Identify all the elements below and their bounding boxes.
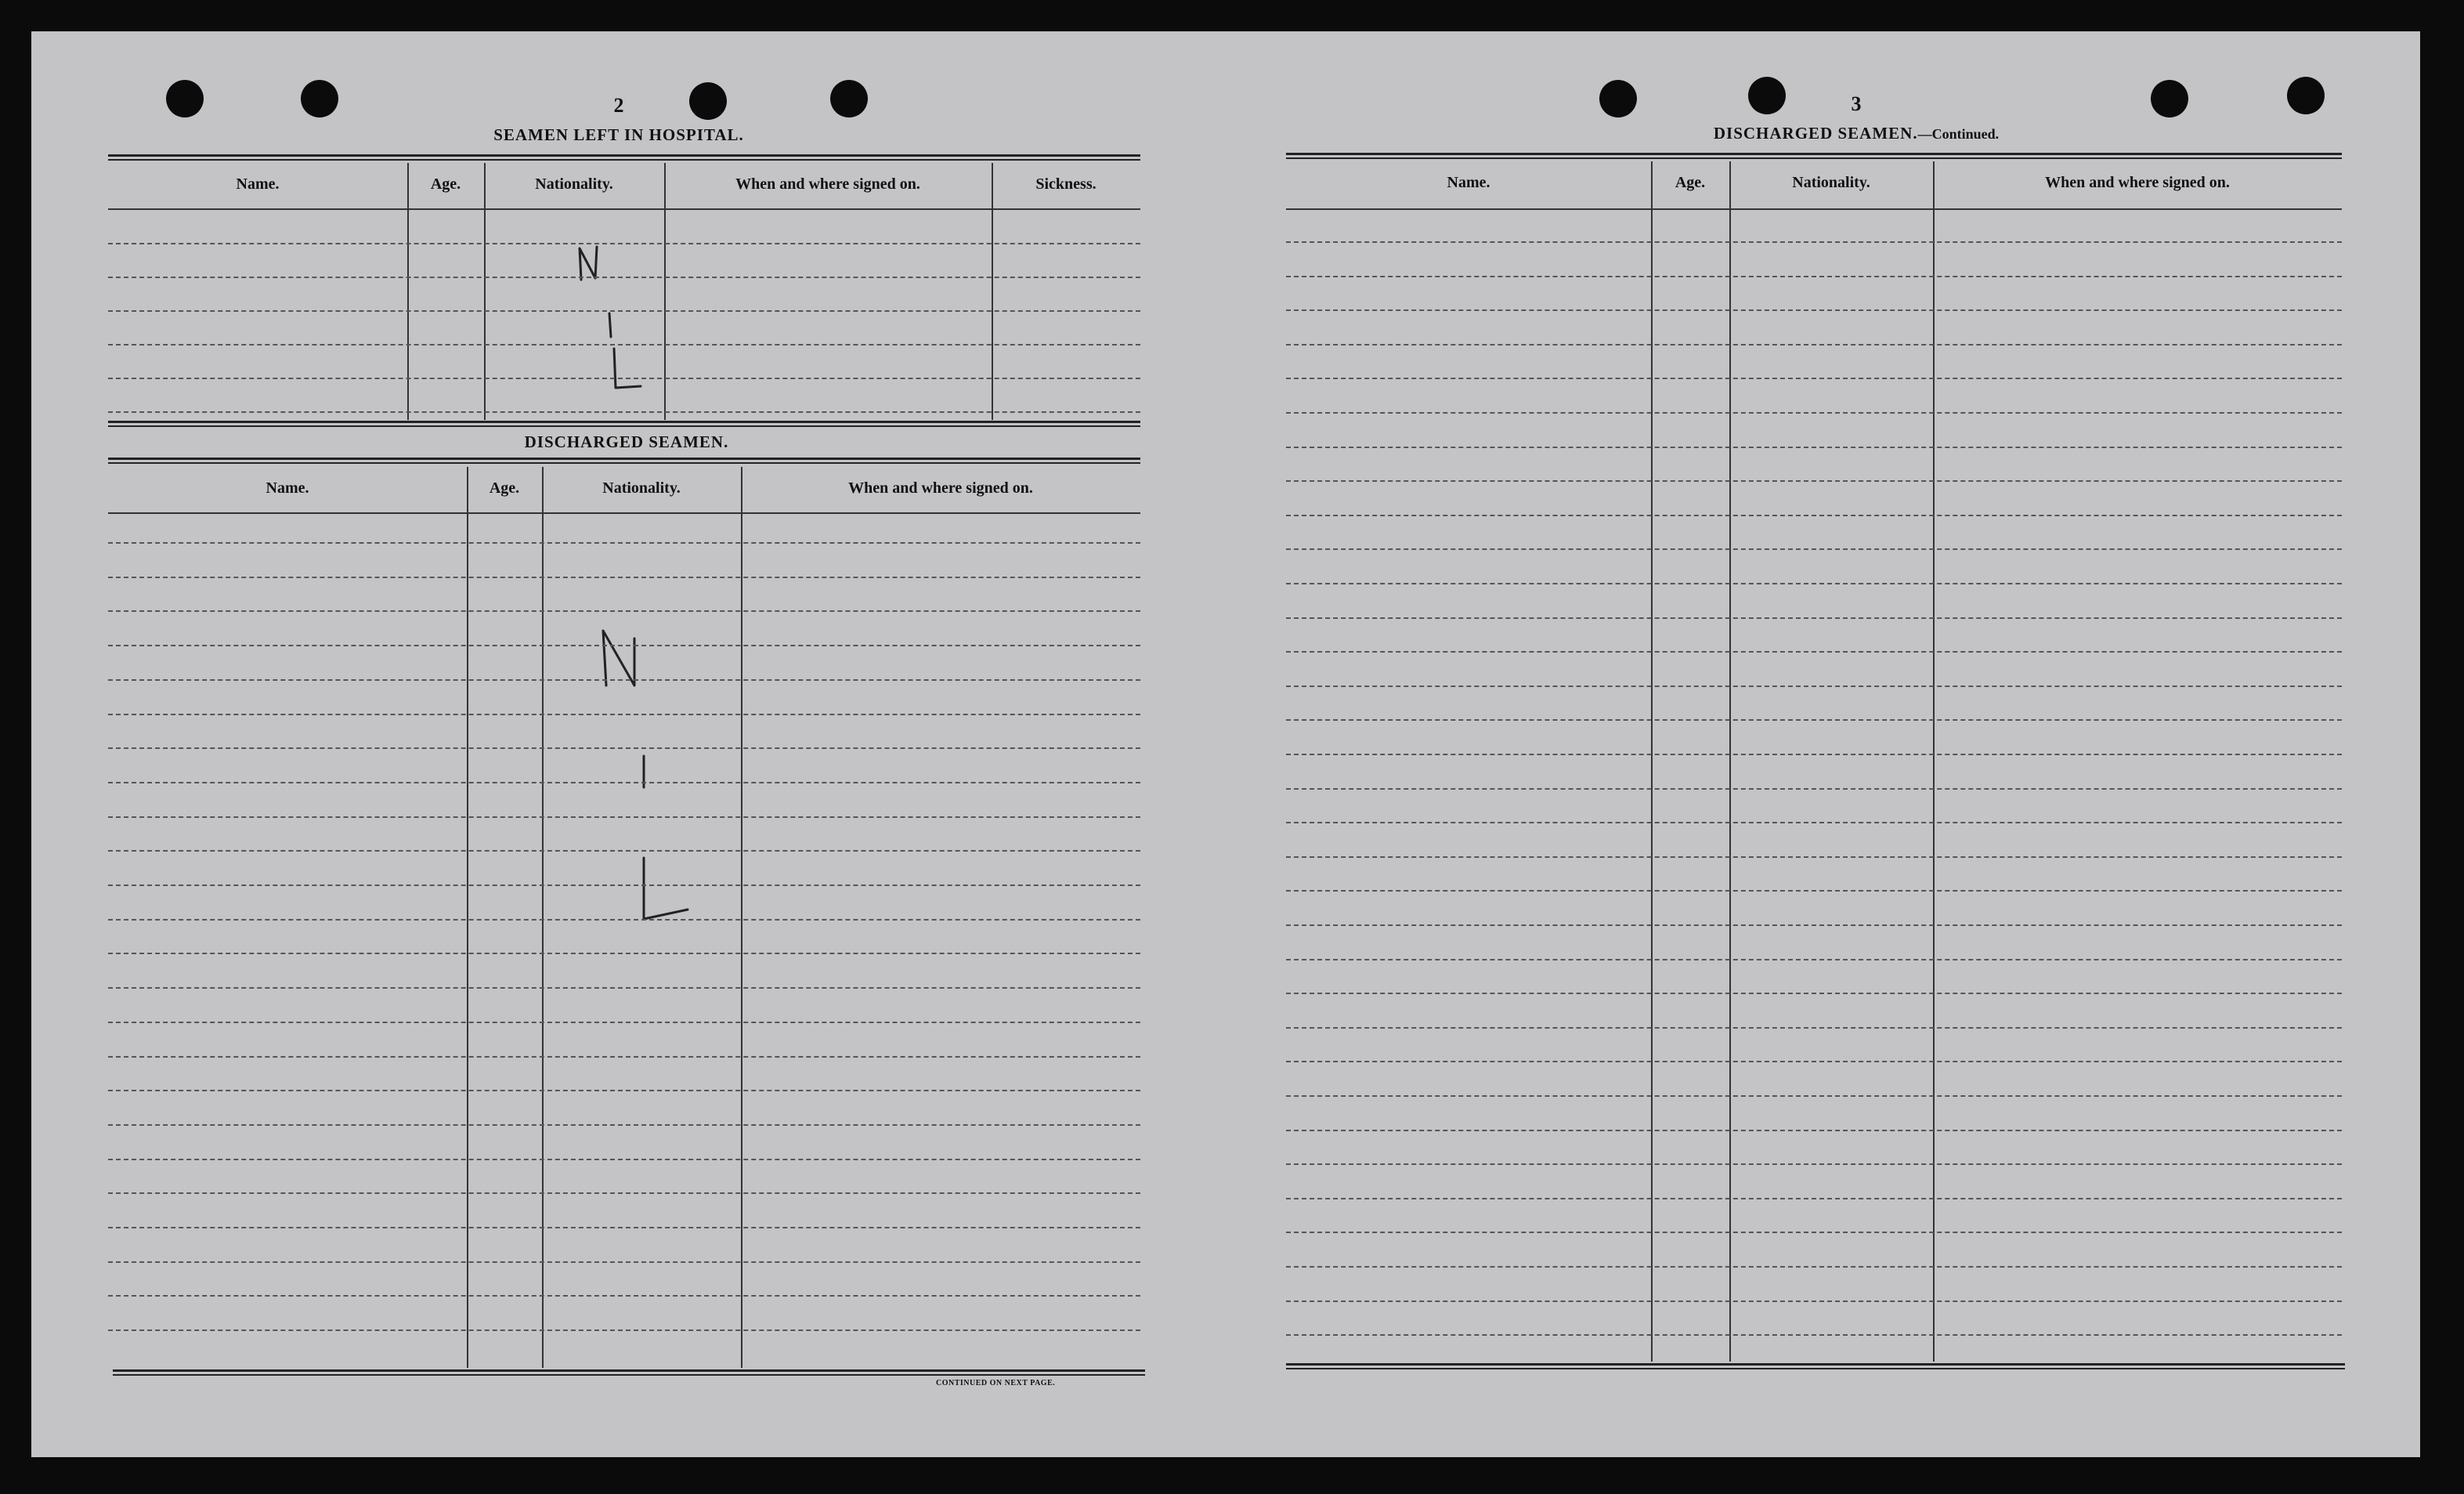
ruled-line xyxy=(108,1227,1140,1228)
ruled-line xyxy=(108,1022,1140,1023)
column-header: Nationality. xyxy=(1792,174,1870,191)
ruled-line xyxy=(108,344,1140,345)
ruled-line xyxy=(1286,754,2342,755)
ruled-line xyxy=(108,1329,1140,1331)
column-header: Age. xyxy=(1675,174,1706,191)
title-suffix: —Continued. xyxy=(1917,126,2000,142)
column-divider xyxy=(992,163,993,420)
ruled-line xyxy=(1286,1266,2342,1268)
column-header: When and where signed on. xyxy=(848,479,1033,497)
punch-hole xyxy=(301,80,338,118)
ruled-line xyxy=(1286,344,2342,345)
ruled-line xyxy=(1286,309,2342,311)
ruled-line xyxy=(108,1056,1140,1058)
table-top-rule xyxy=(108,154,1140,161)
table-bottom-rule xyxy=(113,1369,1145,1376)
ruled-line xyxy=(108,310,1140,312)
column-header: When and where signed on. xyxy=(735,175,920,193)
column-divider xyxy=(1651,161,1653,1362)
discharged-continued-title xyxy=(1582,124,2130,143)
ruled-line xyxy=(1286,686,2342,687)
ruled-line xyxy=(108,1192,1140,1194)
punch-hole xyxy=(1599,80,1637,118)
punch-hole xyxy=(166,80,204,118)
right-page xyxy=(1237,31,2420,1457)
column-header: When and where signed on. xyxy=(2045,174,2230,191)
ruled-line xyxy=(108,411,1140,413)
header-rule xyxy=(108,512,1140,514)
ruled-line xyxy=(1286,1095,2342,1097)
ruled-line xyxy=(108,987,1140,989)
header-rule xyxy=(1286,208,2342,210)
ruled-line xyxy=(1286,412,2342,414)
hospital-section-title: SEAMEN LEFT IN HOSPITAL. xyxy=(493,125,744,144)
ruled-line xyxy=(1286,651,2342,653)
ruled-line xyxy=(108,378,1140,379)
ruled-line xyxy=(1286,1334,2342,1336)
column-divider xyxy=(1933,161,1935,1362)
ruled-line xyxy=(108,277,1140,278)
ruled-line xyxy=(108,679,1140,681)
ruled-line xyxy=(1286,1163,2342,1165)
punch-hole xyxy=(689,82,727,120)
table-bottom-rule xyxy=(1286,1363,2345,1369)
ruled-line xyxy=(1286,447,2342,448)
ruled-line xyxy=(1286,1061,2342,1062)
ruled-line xyxy=(108,714,1140,715)
column-divider xyxy=(542,467,544,1368)
ruled-line xyxy=(1286,241,2342,243)
punch-hole xyxy=(1748,77,1786,114)
ruled-line xyxy=(1286,583,2342,584)
ruled-line xyxy=(1286,276,2342,277)
ruled-line xyxy=(108,610,1140,612)
ruled-line xyxy=(1286,617,2342,619)
ruled-line xyxy=(1286,890,2342,892)
column-divider xyxy=(407,163,409,420)
ruled-line xyxy=(108,919,1140,921)
ruled-line xyxy=(1286,959,2342,960)
ruled-line xyxy=(1286,822,2342,823)
discharged-section-title: DISCHARGED SEAMEN. xyxy=(524,432,729,451)
handwritten-nil xyxy=(595,607,705,960)
ruled-line xyxy=(1286,1300,2342,1302)
ruled-line xyxy=(108,1159,1140,1160)
ruled-line xyxy=(108,747,1140,749)
ruled-line xyxy=(108,645,1140,646)
ruled-line xyxy=(108,782,1140,783)
ruled-line xyxy=(1286,515,2342,516)
punch-hole xyxy=(2151,80,2188,118)
column-header: Age. xyxy=(489,479,520,497)
page-number: 3 xyxy=(1851,92,1862,115)
ruled-line xyxy=(1286,378,2342,379)
ruled-line xyxy=(108,953,1140,954)
column-header: Name. xyxy=(236,175,280,193)
ruled-line xyxy=(108,1261,1140,1263)
ruled-line xyxy=(108,243,1140,244)
ruled-line xyxy=(1286,719,2342,721)
column-header: Name. xyxy=(1447,174,1490,191)
column-divider xyxy=(1729,161,1731,1362)
ruled-line xyxy=(108,1090,1140,1091)
ruled-line xyxy=(108,577,1140,578)
section-divider-rule xyxy=(108,421,1140,427)
column-divider xyxy=(467,467,468,1368)
column-header: Name. xyxy=(266,479,309,497)
column-header: Sickness. xyxy=(1035,175,1097,193)
title-text: DISCHARGED SEAMEN. xyxy=(1713,124,1918,143)
ruled-line xyxy=(1286,1232,2342,1233)
ruled-line xyxy=(108,850,1140,852)
column-divider xyxy=(484,163,486,420)
table-top-rule xyxy=(108,458,1140,464)
ruled-line xyxy=(108,1124,1140,1126)
column-header: Age. xyxy=(430,175,461,193)
table-top-rule xyxy=(1286,153,2342,159)
ruled-line xyxy=(1286,1198,2342,1199)
ruled-line xyxy=(108,542,1140,544)
header-rule xyxy=(108,208,1140,210)
column-header: Nationality. xyxy=(535,175,613,193)
left-page xyxy=(31,31,1237,1457)
ruled-line xyxy=(1286,788,2342,790)
ruled-line xyxy=(108,884,1140,886)
ruled-line xyxy=(108,1295,1140,1297)
page-number: 2 xyxy=(613,94,624,117)
ruled-line xyxy=(1286,1130,2342,1131)
ruled-line xyxy=(1286,993,2342,994)
ruled-line xyxy=(1286,480,2342,482)
punch-hole xyxy=(830,80,868,118)
punch-hole xyxy=(2287,77,2325,114)
ruled-line xyxy=(1286,856,2342,858)
document-sheet xyxy=(31,31,2420,1457)
column-divider xyxy=(664,163,666,420)
ruled-line xyxy=(1286,924,2342,926)
column-header: Nationality. xyxy=(602,479,681,497)
ruled-line xyxy=(108,816,1140,818)
continued-note: CONTINUED ON NEXT PAGE. xyxy=(936,1379,1056,1387)
ruled-line xyxy=(1286,548,2342,550)
column-divider xyxy=(741,467,742,1368)
ruled-line xyxy=(1286,1027,2342,1029)
